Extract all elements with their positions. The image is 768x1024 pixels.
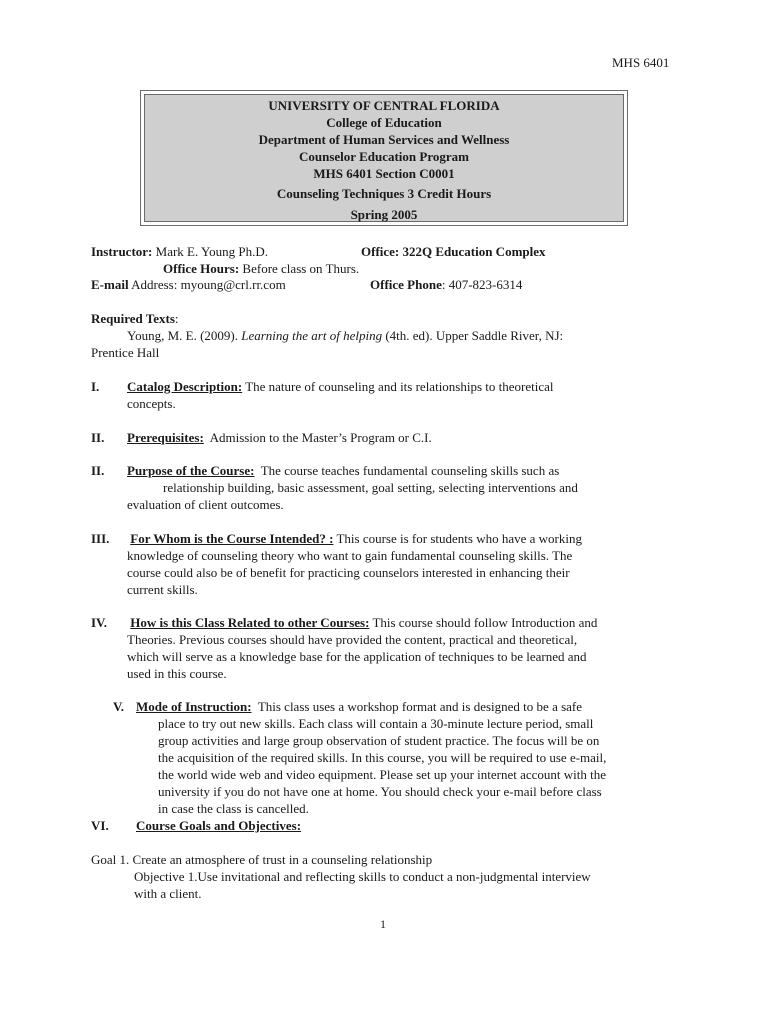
required-text-publisher: Prentice Hall	[91, 345, 160, 360]
purpose-line: relationship building, basic assessment, goal setting, selecting interventions and	[163, 480, 578, 495]
program-name: Counselor Education Program	[299, 149, 469, 164]
section-number: II.	[91, 430, 105, 445]
required-text-citation: Young, M. E. (2009). Learning the art of helping (4th. ed). Upper Saddle River, NJ:	[127, 328, 564, 343]
section-heading: For Whom is the Course Intended? :	[130, 531, 334, 546]
section-heading: Catalog Description:	[127, 379, 243, 394]
instructor-label: Instructor:	[91, 244, 153, 259]
section-heading: Prerequisites:	[127, 430, 204, 445]
intended-audience-line: knowledge of counseling theory who want to gain fundamental counseling skills. The	[127, 548, 573, 563]
email-address[interactable]: Address: myoung@crl.rr.com	[131, 277, 286, 292]
related-courses-line: used in this course.	[127, 666, 227, 681]
course-header-inner	[144, 94, 624, 222]
prerequisites-line: Prerequisites: Admission to the Master’s Program or C.I.	[127, 430, 432, 445]
goal-1: Goal 1. Create an atmosphere of trust in a counseling relationship	[91, 852, 433, 867]
office-hours-value: Before class on Thurs.	[242, 261, 360, 276]
office-location: Office: 322Q Education Complex	[361, 244, 546, 259]
course-term: Spring 2005	[350, 207, 418, 222]
page-number: 1	[380, 917, 386, 931]
related-courses-line: Theories. Previous courses should have provided the content, practical and theoretical,	[127, 632, 578, 647]
intended-audience-line: For Whom is the Course Intended? : This course is for students who have a working	[130, 531, 582, 546]
college-name: College of Education	[326, 115, 442, 130]
phone-label: Office Phone	[370, 277, 442, 292]
phone-line	[370, 276, 522, 293]
section-number: I.	[91, 379, 100, 394]
objective-1-line: with a client.	[134, 886, 202, 901]
objective-1-line: Objective 1.Use invitational and reflecting skills to conduct a non-judgmental interview	[134, 869, 591, 884]
required-texts-heading: Required Texts:	[91, 311, 179, 326]
section-number: IV.	[91, 615, 108, 630]
course-code-top: MHS 6401	[612, 55, 670, 70]
related-courses-line: which will serve as a knowledge base for the application of techniques to be learned and	[127, 649, 587, 664]
office-hours-line	[163, 260, 359, 277]
section-number: III.	[91, 531, 110, 546]
university-name: UNIVERSITY OF CENTRAL FLORIDA	[268, 98, 500, 113]
course-section: MHS 6401 Section C0001	[313, 166, 455, 181]
mode-instruction-line: university if you do not have one at home. You should check your e-mail before class	[158, 784, 602, 799]
email-line	[91, 276, 286, 293]
instructor-name: Mark E. Young Ph.D.	[155, 244, 268, 259]
mode-instruction-line: in case the class is cancelled.	[158, 801, 309, 816]
related-courses-line: How is this Class Related to other Courses: This course should follow Introduction and	[130, 615, 598, 630]
office-hours-label: Office Hours:	[163, 261, 240, 276]
intended-audience-line: course could also be of benefit for practicing counselors interested in enhancing their	[127, 565, 570, 580]
catalog-description-line: Catalog Description: The nature of counseling and its relationships to theoretical	[127, 379, 554, 394]
mode-instruction-line: Mode of Instruction: This class uses a workshop format and is designed to be a safe	[136, 699, 583, 714]
course-title: Counseling Techniques 3 Credit Hours	[276, 186, 492, 201]
mode-instruction-line: group activities and large group observation of student practice. The focus will be on	[158, 733, 600, 748]
mode-instruction-line: the world wide web and video equipment. Please set up your internet account with the	[158, 767, 607, 782]
purpose-line: evaluation of client outcomes.	[127, 497, 284, 512]
section-heading: Mode of Instruction:	[136, 699, 252, 714]
book-title: Learning the art of helping	[241, 328, 383, 343]
mode-instruction-line: the acquisition of the required skills. In this course, you will be required to use e-mail,	[158, 750, 607, 765]
section-heading: Course Goals and Objectives:	[136, 818, 302, 833]
section-number: II.	[91, 463, 105, 478]
mode-instruction-line: place to try out new skills. Each class will contain a 30-minute lecture period, small	[158, 716, 594, 731]
phone-value: : 407-823-6314	[441, 277, 523, 292]
department-name: Department of Human Services and Wellness	[258, 132, 510, 147]
instructor-line	[91, 243, 268, 260]
section-heading: Purpose of the Course:	[127, 463, 255, 478]
email-label: E-mail	[91, 277, 129, 292]
purpose-line: Purpose of the Course: The course teaches fundamental counseling skills such as	[127, 463, 560, 478]
section-number: VI.	[91, 818, 109, 833]
intended-audience-line: current skills.	[127, 582, 198, 597]
section-number: V.	[113, 699, 124, 714]
section-heading: How is this Class Related to other Courses:	[130, 615, 370, 630]
course-header-box	[140, 90, 628, 226]
catalog-description-line: concepts.	[127, 396, 176, 411]
